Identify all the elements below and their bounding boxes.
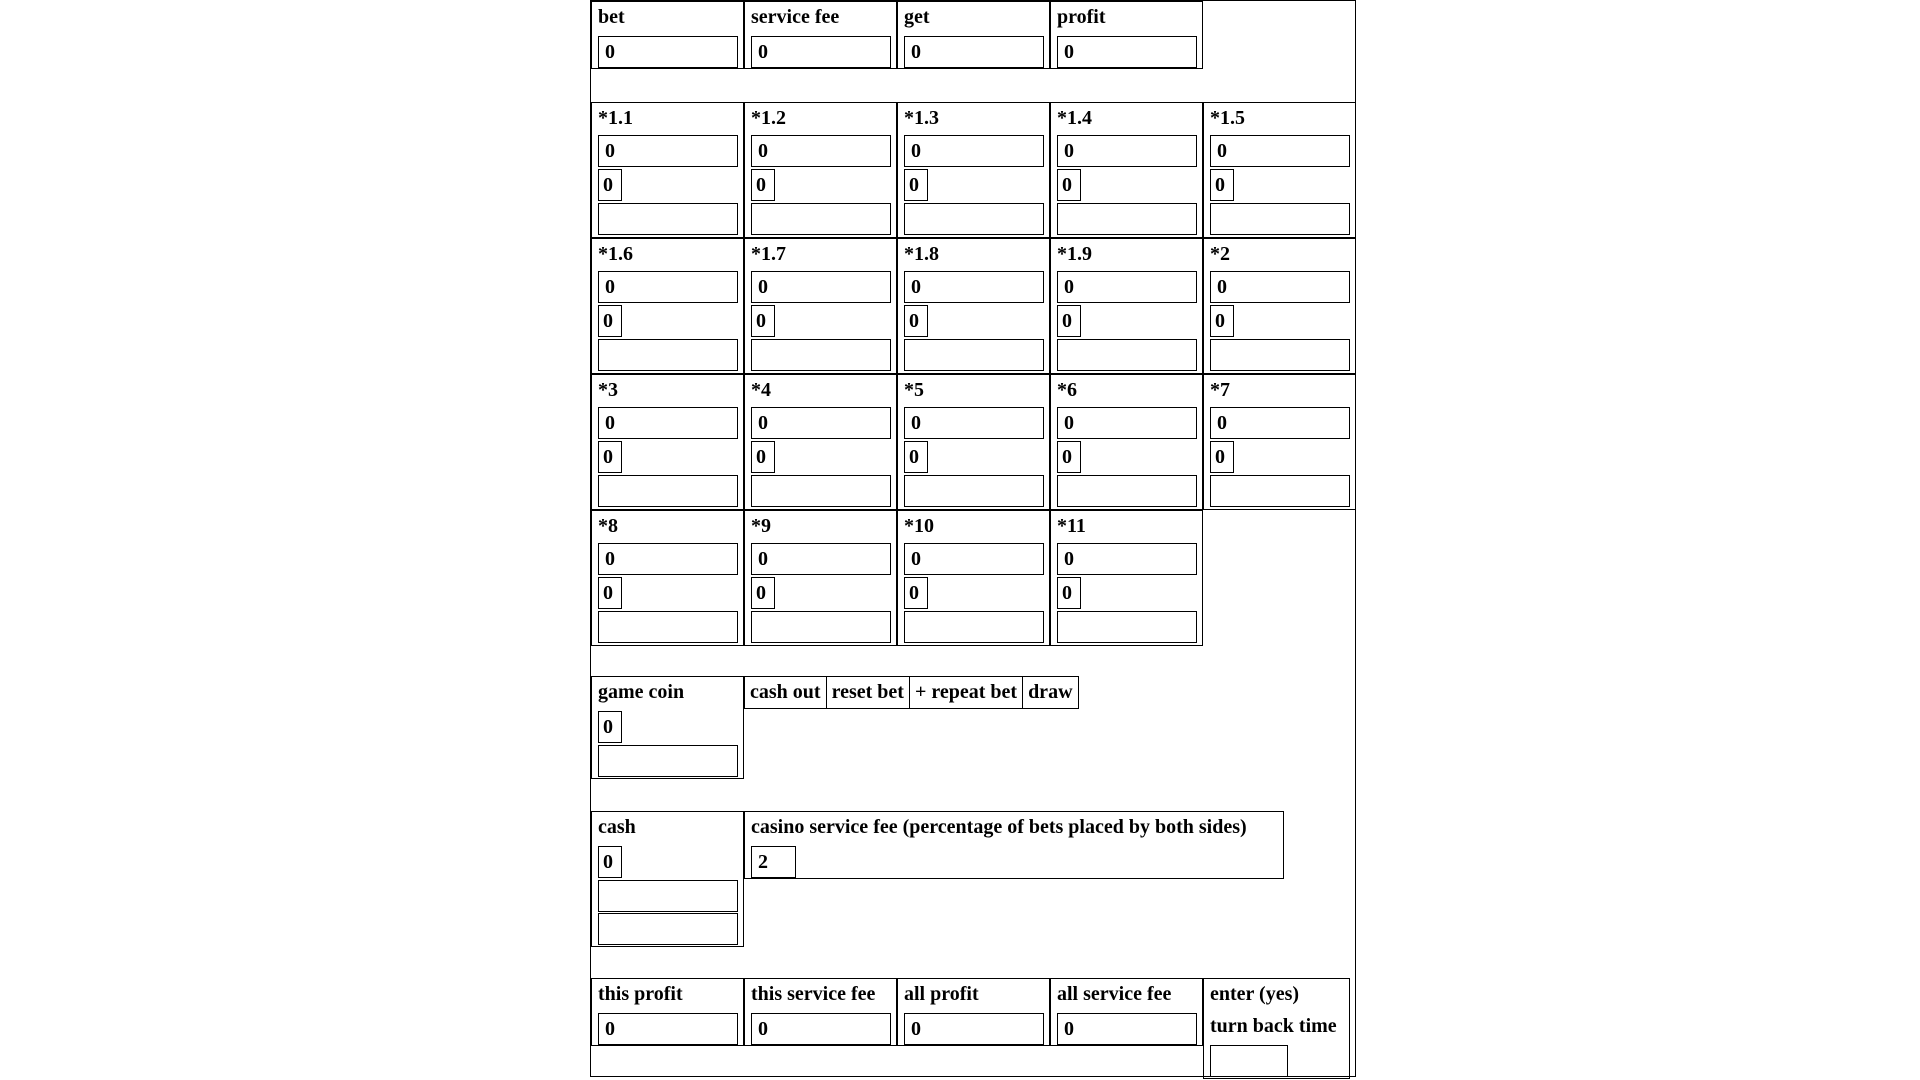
multiplier-label: *1.5: [1210, 107, 1245, 129]
multiplier-cell: [744, 102, 897, 238]
get-cell: [897, 1, 1050, 69]
turn-back-time-label: turn back time: [1210, 1015, 1337, 1037]
multiplier-bet-input[interactable]: 0: [751, 271, 891, 303]
this-service-fee-input[interactable]: 0: [751, 1013, 891, 1045]
multiplier-bet-input[interactable]: 0: [904, 543, 1044, 575]
multiplier-count-input[interactable]: 0: [751, 441, 775, 473]
multiplier-cell: [1203, 102, 1356, 238]
multiplier-count-input[interactable]: 0: [904, 305, 928, 337]
multiplier-count-input[interactable]: 0: [598, 577, 622, 609]
cash-extra-input-2[interactable]: [598, 913, 738, 945]
multiplier-label: *3: [598, 379, 618, 401]
multiplier-bet-input[interactable]: 0: [1057, 543, 1197, 575]
game-coin-extra-input[interactable]: [598, 745, 738, 777]
multiplier-cell: [1050, 510, 1203, 646]
multiplier-bet-input[interactable]: 0: [751, 135, 891, 167]
multiplier-bet-input[interactable]: 0: [904, 135, 1044, 167]
multiplier-bet-input[interactable]: 0: [1210, 135, 1350, 167]
game-coin-input[interactable]: 0: [598, 711, 622, 743]
multiplier-extra-input[interactable]: [751, 203, 891, 235]
multiplier-extra-input[interactable]: [1210, 203, 1350, 235]
multiplier-label: *2: [1210, 243, 1230, 265]
multiplier-extra-input[interactable]: [1210, 339, 1350, 371]
multiplier-cell: [744, 510, 897, 646]
summary-row: [591, 1, 1203, 69]
multiplier-count-input[interactable]: 0: [1057, 441, 1081, 473]
enter-label[interactable]: enter (yes): [1210, 983, 1300, 1005]
multiplier-count-input[interactable]: 0: [904, 441, 928, 473]
all-profit-input[interactable]: 0: [904, 1013, 1044, 1045]
cash-extra-input-1[interactable]: [598, 880, 738, 912]
multiplier-cell: [591, 374, 744, 510]
multiplier-extra-input[interactable]: [904, 475, 1044, 507]
multiplier-count-input[interactable]: 0: [1057, 305, 1081, 337]
multiplier-extra-input[interactable]: [598, 475, 738, 507]
multiplier-cell: [591, 238, 744, 374]
multiplier-bet-input[interactable]: 0: [904, 407, 1044, 439]
all-service-fee-input[interactable]: 0: [1057, 1013, 1197, 1045]
get-label: get: [904, 6, 930, 28]
profit-input[interactable]: 0: [1057, 36, 1197, 68]
multiplier-cell: [744, 238, 897, 374]
this-profit-label: this profit: [598, 983, 683, 1005]
multiplier-label: *1.4: [1057, 107, 1092, 129]
multiplier-extra-input[interactable]: [751, 611, 891, 643]
multiplier-extra-input[interactable]: [1210, 475, 1350, 507]
multiplier-label: *1.1: [598, 107, 633, 129]
this-service-fee-label: this service fee: [751, 983, 876, 1005]
multiplier-label: *4: [751, 379, 771, 401]
all-profit-cell: [897, 978, 1050, 1046]
multiplier-count-input[interactable]: 0: [1210, 441, 1234, 473]
turn-back-time-input[interactable]: [1210, 1045, 1288, 1077]
action-bar: [744, 676, 1079, 709]
multiplier-extra-input[interactable]: [904, 611, 1044, 643]
multiplier-label: *7: [1210, 379, 1230, 401]
multiplier-extra-input[interactable]: [1057, 339, 1197, 371]
enter-cell: [1203, 978, 1350, 1079]
cash-cell: [591, 811, 744, 947]
multiplier-bet-input[interactable]: 0: [598, 271, 738, 303]
reset-bet-button[interactable]: reset bet: [827, 676, 910, 709]
multiplier-extra-input[interactable]: [598, 203, 738, 235]
game-coin-label: game coin: [598, 681, 685, 703]
game-coin-cell: [591, 676, 744, 779]
multiplier-count-input[interactable]: 0: [904, 169, 928, 201]
profit-cell: [1050, 1, 1203, 69]
multiplier-bet-input[interactable]: 0: [751, 407, 891, 439]
multiplier-extra-input[interactable]: [1057, 203, 1197, 235]
betting-calculator: [590, 0, 1356, 1077]
all-service-fee-label: all service fee: [1057, 983, 1172, 1005]
multiplier-bet-input[interactable]: 0: [1210, 407, 1350, 439]
bet-label: bet: [598, 6, 625, 28]
bet-cell: [591, 1, 744, 69]
multiplier-extra-input[interactable]: [751, 339, 891, 371]
multiplier-count-input[interactable]: 0: [598, 169, 622, 201]
multiplier-label: *5: [904, 379, 924, 401]
multiplier-bet-input[interactable]: 0: [1210, 271, 1350, 303]
multiplier-count-input[interactable]: 0: [904, 577, 928, 609]
multiplier-extra-input[interactable]: [904, 203, 1044, 235]
multiplier-extra-input[interactable]: [1057, 475, 1197, 507]
multiplier-bet-input[interactable]: 0: [1057, 135, 1197, 167]
multiplier-label: *11: [1057, 515, 1086, 537]
multiplier-count-input[interactable]: 0: [1210, 169, 1234, 201]
multiplier-cell: [1203, 374, 1356, 510]
service-fee-cell: [744, 1, 897, 69]
multiplier-bet-input[interactable]: 0: [598, 543, 738, 575]
multiplier-label: *1.8: [904, 243, 939, 265]
casino-fee-cell: [744, 811, 1284, 879]
multiplier-label: *1.7: [751, 243, 786, 265]
multiplier-cell: [591, 102, 744, 238]
this-profit-cell: [591, 978, 744, 1046]
multiplier-cell: [897, 510, 1050, 646]
multiplier-cell: [897, 374, 1050, 510]
profit-label: profit: [1057, 6, 1106, 28]
cash-out-button[interactable]: cash out: [744, 676, 827, 709]
bet-input[interactable]: 0: [598, 36, 738, 68]
service-fee-input[interactable]: 0: [751, 36, 891, 68]
casino-fee-label: casino service fee (percentage of bets placed by both sides): [751, 816, 1247, 838]
multiplier-count-input[interactable]: 0: [598, 305, 622, 337]
multiplier-bet-input[interactable]: 0: [751, 543, 891, 575]
multiplier-count-input[interactable]: 0: [751, 305, 775, 337]
multiplier-extra-input[interactable]: [751, 475, 891, 507]
multiplier-label: *1.9: [1057, 243, 1092, 265]
multiplier-bet-input[interactable]: 0: [1057, 407, 1197, 439]
multiplier-cell: [897, 102, 1050, 238]
multiplier-label: *9: [751, 515, 771, 537]
multiplier-label: *1.3: [904, 107, 939, 129]
multiplier-bet-input[interactable]: 0: [1057, 271, 1197, 303]
multiplier-count-input[interactable]: 0: [1057, 169, 1081, 201]
multiplier-cell: [1203, 238, 1356, 374]
multiplier-label: *6: [1057, 379, 1077, 401]
multiplier-label: *10: [904, 515, 934, 537]
multiplier-bet-input[interactable]: 0: [904, 271, 1044, 303]
multiplier-cell: [1050, 374, 1203, 510]
multiplier-label: *8: [598, 515, 618, 537]
cash-input[interactable]: 0: [598, 846, 622, 878]
multiplier-bet-input[interactable]: 0: [598, 407, 738, 439]
casino-fee-input[interactable]: 2: [751, 846, 796, 878]
all-service-fee-cell: [1050, 978, 1203, 1046]
multiplier-extra-input[interactable]: [904, 339, 1044, 371]
multiplier-count-input[interactable]: 0: [751, 169, 775, 201]
multiplier-cell: [1050, 238, 1203, 374]
service-fee-label: service fee: [751, 6, 840, 28]
all-profit-label: all profit: [904, 983, 979, 1005]
get-input[interactable]: 0: [904, 36, 1044, 68]
multiplier-cell: [744, 374, 897, 510]
totals-row: [591, 978, 1350, 1079]
multiplier-count-input[interactable]: 0: [1210, 305, 1234, 337]
multiplier-extra-input[interactable]: [598, 339, 738, 371]
this-service-fee-cell: [744, 978, 897, 1046]
multiplier-bet-input[interactable]: 0: [598, 135, 738, 167]
multiplier-extra-input[interactable]: [598, 611, 738, 643]
multiplier-count-input[interactable]: 0: [1057, 577, 1081, 609]
multiplier-count-input[interactable]: 0: [598, 441, 622, 473]
multiplier-count-input[interactable]: 0: [751, 577, 775, 609]
this-profit-input[interactable]: 0: [598, 1013, 738, 1045]
repeat-bet-button[interactable]: + repeat bet: [910, 676, 1023, 709]
multiplier-cell: [897, 238, 1050, 374]
draw-button[interactable]: draw: [1023, 676, 1078, 709]
multiplier-extra-input[interactable]: [1057, 611, 1197, 643]
multiplier-label: *1.6: [598, 243, 633, 265]
multiplier-label: *1.2: [751, 107, 786, 129]
multiplier-cell: [591, 510, 744, 646]
cash-label: cash: [598, 816, 636, 838]
multiplier-cell: [1050, 102, 1203, 238]
